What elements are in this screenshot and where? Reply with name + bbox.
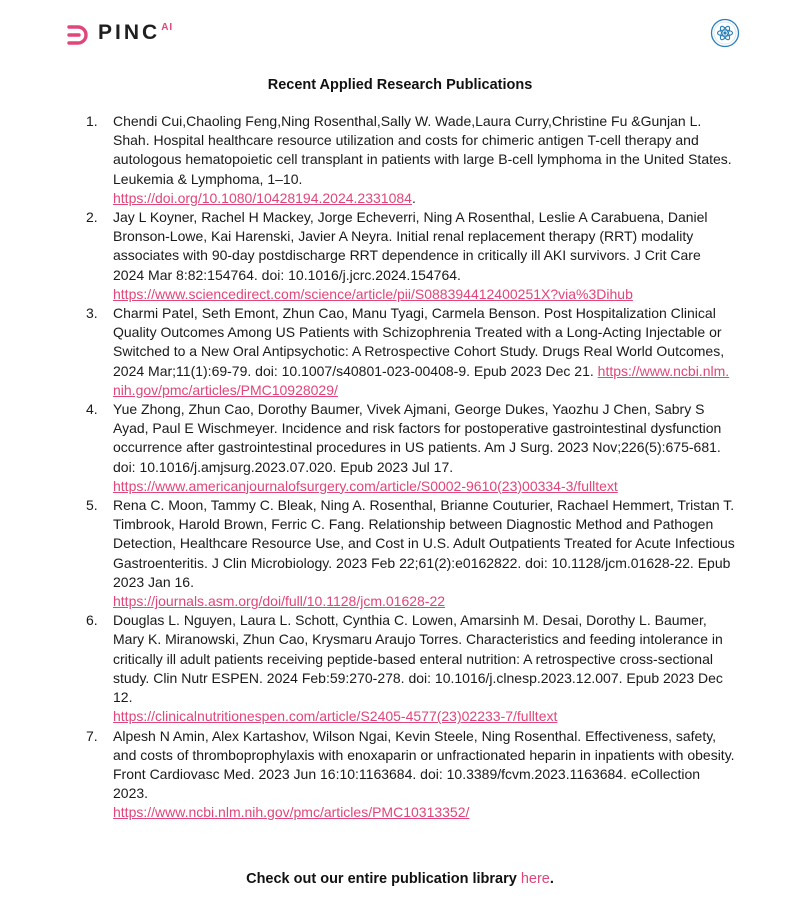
publication-link[interactable]: https://journals.asm.org/doi/full/10.1128/jcm.01628-22 [113, 593, 446, 610]
publication-list [86, 112, 736, 823]
publication-number: 3. [86, 305, 98, 322]
publication-link[interactable]: https://clinicalnutritionespen.com/article/S2405-4577(23)02233-7/fulltext [113, 708, 558, 725]
publication-trail: . [411, 189, 416, 206]
publication-number: 1. [86, 113, 98, 129]
footer [0, 871, 800, 887]
page-title: Recent Applied Research Publications [267, 77, 533, 93]
atom-badge-icon [710, 18, 740, 48]
brand-superscript: AI [161, 22, 174, 33]
publication-citation: Jay L Koyner, Rachel H Mackey, Jorge Echeverri, Ning A Rosenthal, Leslie A Carabuena, Daniel Bronson-Lowe, Kai Harenski, Javier A Neyra. Initial renal replacement therapy (RRT) modality associates with 90-day postdischarge RRT dependence in critically ill AKI survivors. J Crit Care [113, 209, 708, 264]
publication-item [86, 304, 736, 400]
publication-link[interactable]: https://www.ncbi.nlm.nih.gov/pmc/articles/PMC10313352/ [113, 804, 470, 821]
footer-text: Check out our entire publication library [246, 871, 521, 887]
publication-item [86, 496, 736, 611]
publication-citation: Douglas L. Nguyen, Laura L. Schott, Cynthia C. Lowen, Amarsinh M. Desai, Dorothy L. Baumer, Mary K. Miranowski, Zhun Cao, Krysmaru Araujo Torres. Characteristics and feeding intolerance in critically ill adult patients receiving peptide-based enteral nutrition: A retrospective cross-sectional study. Clin Nutr ESPEN. 2024 Feb:59:270-278. doi: 10.1016/j.clnesp.2023.12.007. Epub 2023 Dec 12. [113, 612, 723, 706]
publication-item [86, 208, 736, 304]
publication-item [86, 727, 736, 823]
publication-number: 7. [86, 727, 98, 744]
publication-citation: Chendi Cui,Chaoling Feng,Ning Rosenthal,Sally W. Wade,Laura Curry,Christine Fu &Gunjan L. Shah. Hospital healthcare resource utilization and costs for chimeric antigen T-cell therapy and autologous hematopoietic cell transplant in patients with large B-cell lymphoma in the United States. Leukemia & Lymphoma, 1–10. [113, 113, 732, 187]
footer-trail: . [549, 871, 554, 887]
publication-number: 6. [86, 612, 98, 629]
publication-number: 2. [86, 209, 98, 226]
publication-citation: Alpesh N Amin, Alex Kartashov, Wilson Ngai, Kevin Steele, Ning Rosenthal. Effectiveness, safety, and costs of thromboprophylaxis with enoxaparin or unfractionated heparin in inpatients with obesity. Front Cardiovasc Med. 2023 Jun 16:10:1163684. doi: 10.3389/fcvm.2023.1163684. eCollection 2023. [113, 727, 735, 802]
brand-name: $PINC^{AI}$ [98, 21, 174, 44]
publication-item [86, 112, 736, 208]
header [66, 18, 740, 52]
publication-item [86, 611, 736, 726]
publication-link[interactable]: https://www.americanjournalofsurgery.com/article/S0002-9610(23)00334-3/fulltext [113, 477, 618, 494]
publication-link[interactable]: https://doi.org/10.1080/10428194.2024.2331084 [113, 189, 412, 206]
publication-item [86, 400, 736, 496]
publication-number: 5. [86, 497, 98, 514]
publication-citation-date: 2024 Mar 8:82:154764. doi: 10.1016/j.jcrc.2024.154764. [113, 266, 461, 283]
pinc-logo-mark-icon [66, 23, 90, 47]
publication-library-link[interactable]: here [520, 871, 550, 887]
publication-citation: Charmi Patel, Seth Emont, Zhun Cao, Manu Tyagi, Carmela Benson. Post Hospitalization Clinical Quality Outcomes Among US Patients with Schizophrenia Treated with a Long-Acting Injectable or Switched to a New Oral Antipsychotic: A Retrospective Cohort Study. Drugs Real World Outcomes, 2024 Mar;11(1):69-79. doi: 10.1007/s40801-023-00408-9. Epub 2023 Dec 21. [113, 305, 725, 379]
pinc-ai-logo[interactable] [66, 20, 173, 50]
publication-link[interactable]: https://www.sciencedirect.com/science/article/pii/S088394412400251X?via%3Dihub [113, 285, 633, 302]
publication-citation: Rena C. Moon, Tammy C. Bleak, Ning A. Rosenthal, Brianne Couturier, Rachael Hemmert, Tristan T. Timbrook, Harold Brown, Ferric C. Fang. Relationship between Diagnostic Method and Pathogen Detection, Healthcare Resource Use, and Cost in U.S. Adult Outpatients Treated for Acute Infectious Gastroenteritis. J Clin Microbiology. 2023 Feb 22;61(2):e0162822. doi: 10.1128/jcm.01628-22. Epub 2023 Jan 16. [113, 497, 735, 590]
publication-citation: Yue Zhong, Zhun Cao, Dorothy Baumer, Vivek Ajmani, George Dukes, Yaozhu J Chen, Sabry S Ayad, Paul E Wischmeyer. Incidence and risk factors for postoperative gastrointestinal dysfunction occurrence after gastrointestinal procedures in US patients. Am J Surg. 2023 Nov;226(5):675-681. doi: 10.1016/j.amjsurg.2023.07.020. Epub 2023 Jul 17. [113, 401, 722, 475]
publication-number: 4. [86, 401, 98, 418]
publication-link[interactable]: https://www.ncbi.nlm.nih.gov/pmc/articles/PMC10928029/ [113, 362, 730, 398]
